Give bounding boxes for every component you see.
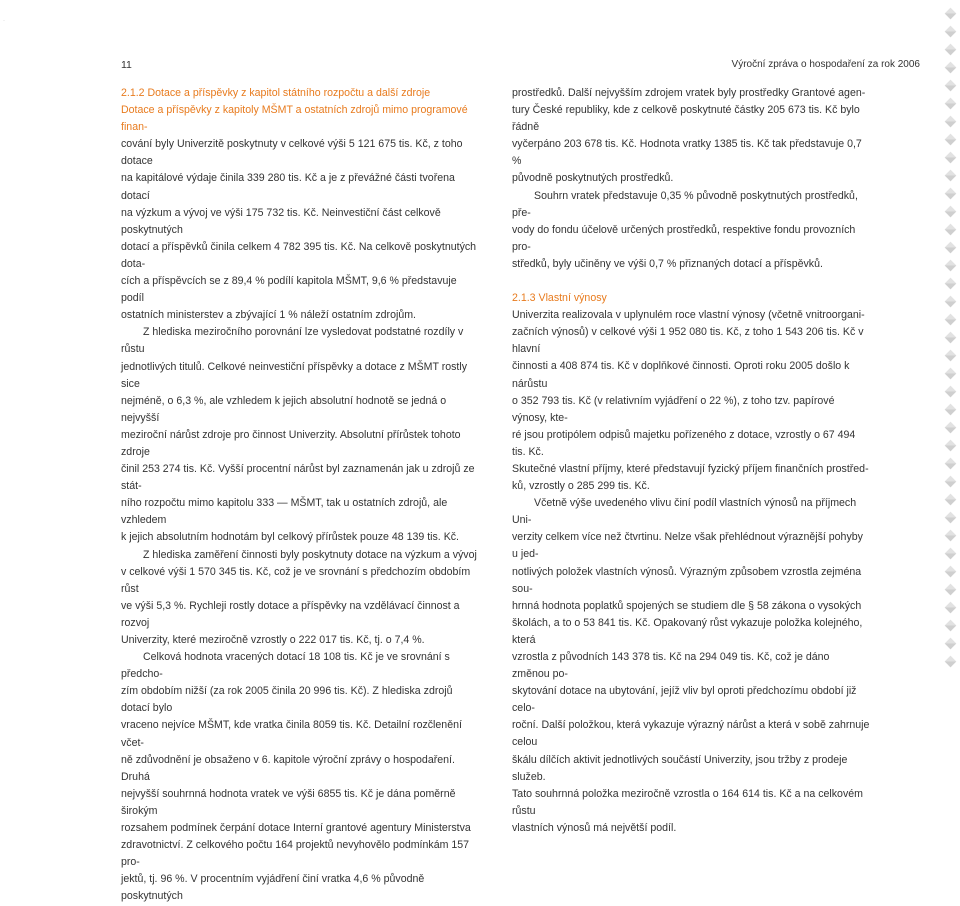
corner-mark: · [3, 18, 5, 24]
text-line: školách, a to o 53 841 tis. Kč. Opakovaný růst vykazuje položka kolejného, která [512, 616, 863, 646]
text-line: Z hlediska meziročního porovnání lze vysledovat podstatné rozdíly v růstu [121, 326, 464, 356]
diamond-icon [945, 350, 957, 362]
text-line: o 352 793 tis. Kč (v relativním vyjádření o 22 %), z toho tzv. papírové výnosy, kte- [512, 394, 835, 424]
diamond-icon [945, 134, 957, 146]
diamond-icon [945, 332, 957, 344]
diamond-icon [945, 602, 957, 614]
text-line: cování byly Univerzitě poskytnuty v celkové výši 5 121 675 tis. Kč, z toho dotace [121, 138, 463, 168]
diamond-icon [945, 440, 957, 452]
text-line: cích a příspěvcích se z 89,4 % podílí kapitola MŠMT, 9,6 % představuje podíl [121, 275, 457, 305]
diamond-icon [945, 548, 957, 560]
diamond-icon [945, 404, 957, 416]
diamond-icon [945, 26, 957, 38]
diamond-icon [945, 368, 957, 380]
text-line: zdravotnictví. Z celkového počtu 164 projektů nevyhovělo podmínkám 157 pro- [121, 839, 470, 869]
paragraph-interannual [121, 324, 479, 546]
diamond-icon [945, 44, 957, 56]
diamond-icon [945, 8, 957, 20]
paragraph-summary-returns [512, 188, 870, 273]
text-line: verzity celkem více než čtvrtinu. Nelze však přehlédnout výraznější pohyby u jed- [512, 531, 863, 561]
text-line: Z hlediska zaměření činnosti byly poskytnuty dotace na výzkum a vývoj [143, 548, 477, 561]
diamond-icon [945, 260, 957, 272]
paragraph-grant-agency [512, 85, 870, 188]
diamond-icon [945, 98, 957, 110]
paragraph-returns [121, 649, 479, 905]
text-line: Skutečné vlastní příjmy, které představují fyzický příjem finančních prostřed- [512, 462, 869, 475]
text-line: začních výnosů) v celkové výši 1 952 080 tis. Kč, z toho 1 543 206 tis. Kč v hlavní [512, 326, 864, 356]
diamond-icon [945, 566, 957, 578]
diamond-icon [945, 62, 957, 74]
text-line: vyčerpáno 203 678 tis. Kč. Hodnota vratky 1385 tis. Kč tak představuje 0,7 % [512, 138, 862, 168]
text-line: ostatních ministerstev a zbývající 1 % náleží ostatním zdrojům. [121, 309, 416, 322]
diamond-icon [945, 494, 957, 506]
text-line: Tato souhrnná položka meziročně vzrostla o 164 614 tis. Kč a na celkovém růstu [512, 787, 863, 817]
text-line: Souhrn vratek představuje 0,35 % původně poskytnutých prostředků, pře- [512, 189, 858, 219]
diamond-icon [945, 314, 957, 326]
diamond-icon [945, 296, 957, 308]
text-line: meziroční nárůst zdroje pro činnost Univerzity. Absolutní přírůstek tohoto zdroje [121, 428, 461, 458]
diamond-icon [945, 458, 957, 470]
text-line: ního rozpočtu mimo kapitolu 333 — MŠMT, tak u ostatních zdrojů, ale vzhledem [121, 497, 448, 527]
text-line: ve výši 5,3 %. Rychleji rostly dotace a příspěvky na vzdělávací činnost a rozvoj [121, 599, 460, 629]
left-intro [121, 136, 479, 324]
text-line: Celková hodnota vracených dotací 18 108 tis. Kč je ve srovnání s předcho- [121, 651, 450, 681]
text-line: škálu dílčích aktivit jednotlivých součástí Univerzity, jsou tržby z prodeje služeb. [512, 753, 848, 783]
text-line: rozsahem podmínek čerpání dotace Interní grantové agentury Ministerstva [121, 822, 471, 835]
diamond-icon [945, 278, 957, 290]
lead-highlight: Dotace a příspěvky z kapitoly MŠMT a ostatních zdrojů mimo programové finan- [121, 104, 468, 134]
text-line: tury České republiky, kde z celkově poskytnuté částky 205 673 tis. Kč bylo řádně [512, 104, 860, 134]
diamond-icon [945, 620, 957, 632]
running-head: Výroční zpráva o hospodaření za rok 2006 [731, 59, 920, 70]
text-line: skytování dotace na ubytování, jejíž vliv byl oproti předchozímu období již celo- [512, 685, 857, 715]
section-heading-2-1-2: 2.1.2 Dotace a příspěvky z kapitol státního rozpočtu a další zdroje [121, 87, 431, 99]
text-line: dotací a příspěvků činila celkem 4 782 395 tis. Kč. Na celkově poskytnutých dota- [121, 240, 477, 270]
diamond-icon [945, 170, 957, 182]
diamond-icon [945, 476, 957, 488]
diamond-icon [945, 206, 957, 218]
diamond-icon [945, 386, 957, 398]
paragraph-revenue-share [512, 495, 870, 837]
text-line: ně zdůvodnění je obsaženo v 6. kapitole výroční zprávy o hospodaření. Druhá [121, 753, 455, 783]
left-column [121, 85, 479, 906]
diamond-icon [945, 584, 957, 596]
diamond-icon [945, 80, 957, 92]
text-line: nejméně, o 6,3 %, ale vzhledem k jejich absolutní hodnotě se jedná o nejvyšší [121, 394, 447, 424]
text-line: roční. Další položkou, která vykazuje výrazný nárůst a která v sobě zahrnuje celou [512, 719, 870, 749]
diamond-icon [945, 152, 957, 164]
text-line: činnosti a 408 874 tis. Kč v doplňkové činnosti. Oproti roku 2005 došlo k nárůstu [512, 360, 850, 390]
text-line: nejvyšší souhrnná hodnota vratek ve výši 6855 tis. Kč je dána poměrně širokým [121, 787, 456, 817]
spacer [512, 273, 870, 290]
text-line: na výzkum a vývoj ve výši 175 732 tis. Kč. Neinvestiční část celkově poskytnutých [121, 206, 441, 236]
text-line: ré jsou protipólem odpisů majetku pořízeného z dotace, vzrostly o 67 494 tis. Kč. [512, 428, 856, 458]
text-line: Včetně výše uvedeného vlivu činí podíl vlastních výnosů na příjmech Uni- [512, 497, 857, 527]
paragraph-research [121, 547, 479, 650]
diamond-icon [945, 242, 957, 254]
diamond-icon [945, 188, 957, 200]
diamond-icon [945, 224, 957, 236]
text-line: zím obdobím nižší (za rok 2005 činila 20 996 tis. Kč). Z hlediska zdrojů dotací bylo [121, 685, 453, 715]
text-line: prostředků. Další nejvyšším zdrojem vratek byly prostředky Grantové agen- [512, 87, 866, 99]
diamond-icon [945, 638, 957, 650]
diamond-icon [945, 530, 957, 542]
decorative-diamond-strip [938, 0, 960, 662]
diamond-icon [945, 422, 957, 434]
text-line: Univerzity, které meziročně vzrostly o 222 017 tis. Kč, tj. o 7,4 %. [121, 634, 425, 646]
text-line: původně poskytnutých prostředků. [512, 172, 674, 185]
text-line: vody do fondu účelově určených prostředků, respektive fondu provozních pro- [512, 223, 856, 253]
text-line: jednotlivých titulů. Celkové neinvestiční příspěvky a dotace z MŠMT rostly sice [121, 360, 468, 390]
diamond-icon [945, 512, 957, 524]
section-heading-2-1-3: 2.1.3 Vlastní výnosy [512, 292, 607, 305]
text-line: ků, vzrostly o 285 299 tis. Kč. [512, 480, 650, 493]
page-number: 11 [121, 59, 132, 71]
right-column [512, 85, 870, 837]
text-line: středků, byly učiněny ve výši 0,7 % přiznaných dotací a příspěvků. [512, 257, 823, 270]
text-line: hrnná hodnota poplatků spojených se studiem dle § 58 zákona o vysokých [512, 599, 862, 612]
text-line: jektů, tj. 96 %. V procentním vyjádření činí vratka 4,6 % původně poskytnutých [121, 873, 425, 903]
text-line: notlivých položek vlastních výnosů. Výrazným způsobem vzrostla zejména sou- [512, 565, 862, 595]
text-line: činil 253 274 tis. Kč. Vyšší procentní nárůst byl zaznamenán jak u zdrojů ze stát- [121, 463, 475, 493]
text-line: vraceno nejvíce MŠMT, kde vratka činila 8059 tis. Kč. Detailní rozčlenění včet- [121, 719, 462, 749]
text-line: k jejich absolutním hodnotám byl celkový přírůstek pouze 48 139 tis. Kč. [121, 531, 459, 544]
text-line: vlastních výnosů má největší podíl. [512, 821, 677, 834]
text-line: na kapitálové výdaje činila 339 280 tis. Kč a je z převážné části tvořena dotací [121, 172, 455, 202]
diamond-icon [945, 116, 957, 128]
text-line: v celkové výši 1 570 345 tis. Kč, což je ve srovnání s předchozím obdobím růst [121, 565, 471, 595]
text-line: vzrostla z původních 143 378 tis. Kč na 294 049 tis. Kč, což je dáno změnou po- [512, 651, 830, 681]
paragraph-own-revenue [512, 307, 870, 495]
text-line: Univerzita realizovala v uplynulém roce vlastní výnosy (včetně vnitroorgani- [512, 309, 865, 322]
